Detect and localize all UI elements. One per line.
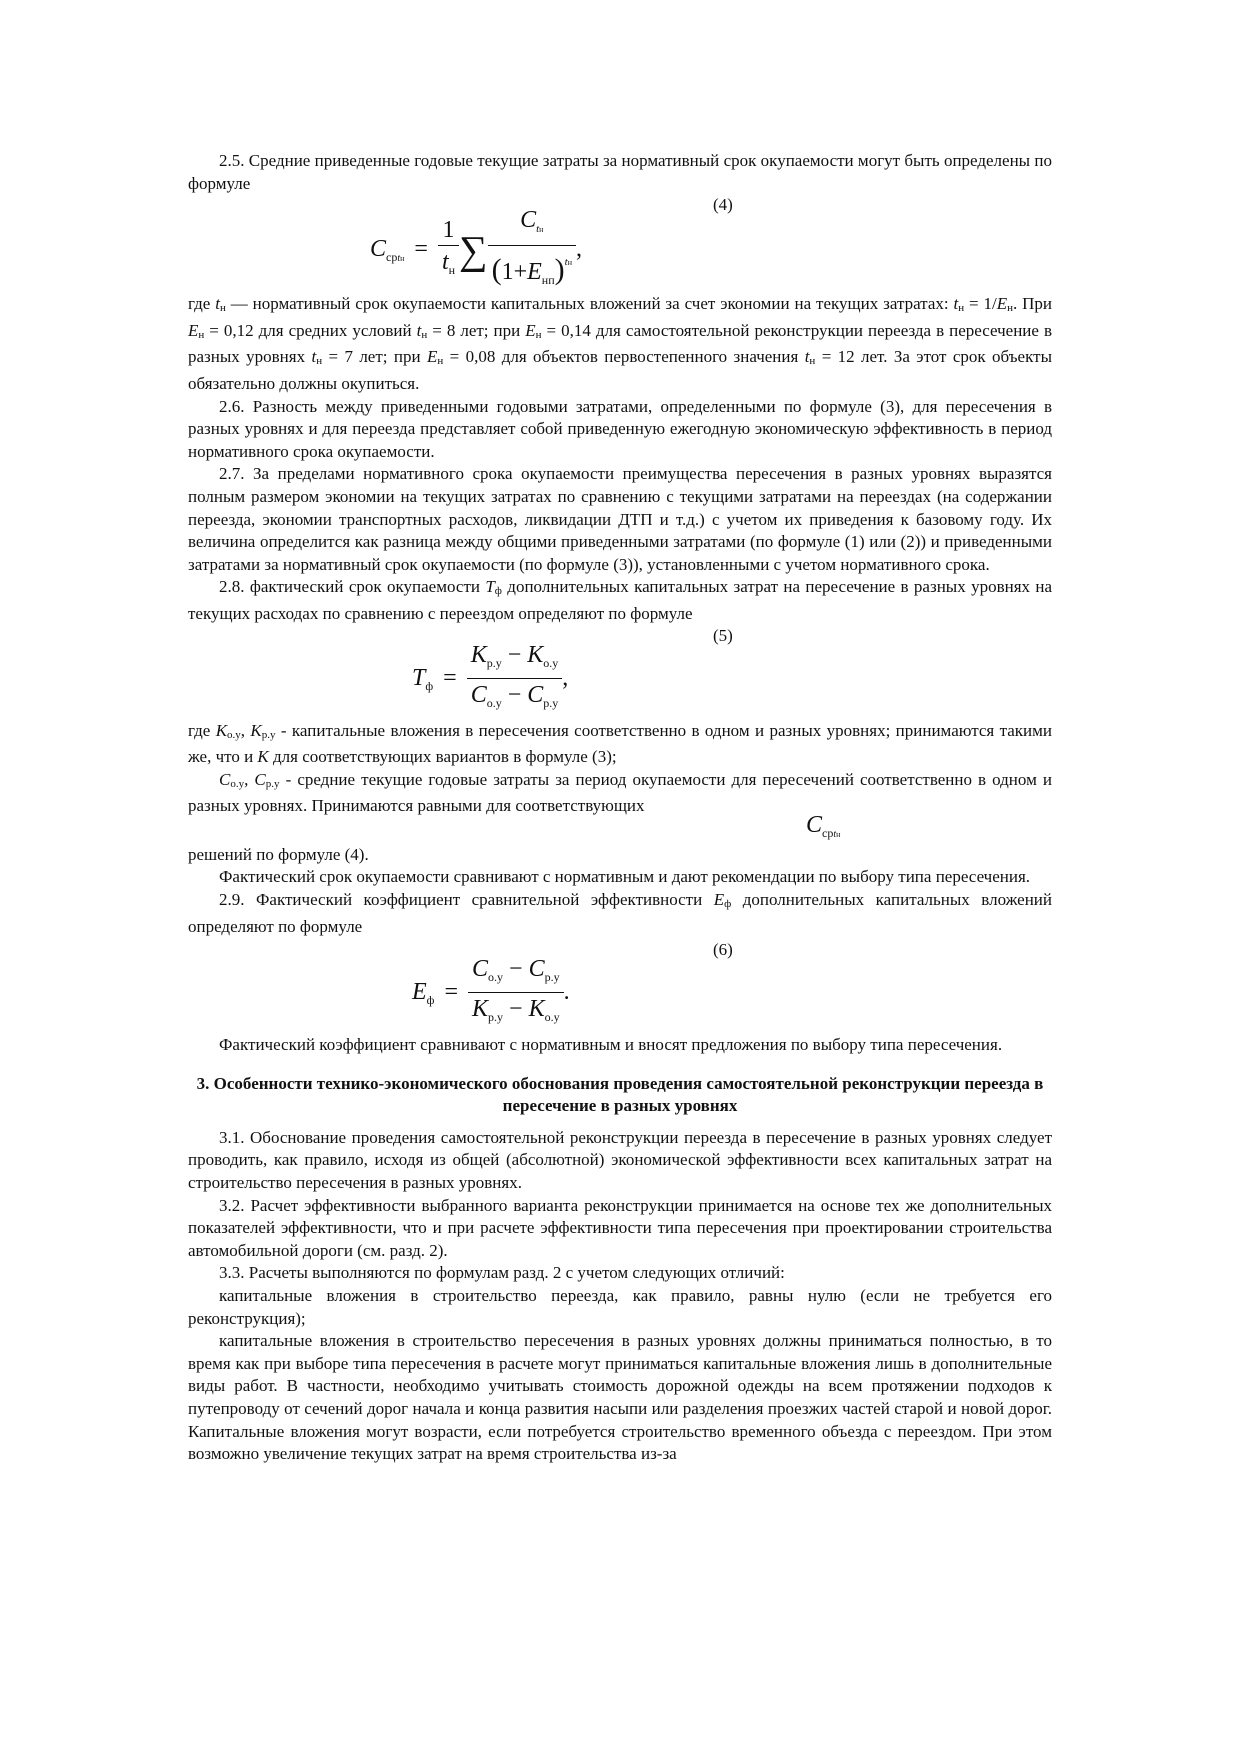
- formula-6: $E_ф$ = $\frac{C_{о.у} - C_{р.у}}{K_{р.у} - K_{о.у}}$ .: [412, 956, 570, 1025]
- paragraph-3-1: 3.1. Обоснование проведения самостоятельной реконструкции переезда в пересечение в разных уровнях следует проводить, как правило, исходя из общей (абсолютной) экономической эффективности всех капитальных затрат на строительство пересечения в разных уровнях.: [188, 1127, 1052, 1193]
- formula-6-number: (6): [713, 940, 733, 960]
- paragraph-3-3-item-2: капитальные вложения в строительство пересечения в разных уровнях должны приниматься полностью, в то время как при выборе типа пересечения в расчете могут приниматься капитальные вложения лишь в дополнительные виды работ. В частности, необходимо учитывать стоимость дорожной одежды на всем протяжении подходов к путепроводу от сечений дорог начала и конца развития насыпи или разделения проезжих частей старой и новой дорог. Капитальные вложения могут возрасти, если потребуется строительство временного объезда с переездом. При этом возможно увеличение текущих затрат на время строительства из-за: [188, 1331, 1052, 1464]
- paragraph-where-c: Cо.у, Cр.у - средние текущие годовые затраты за период окупаемости для пересечений соответственно в одном и разных уровнях. Принимаются равными для соответствующих: [188, 769, 1053, 816]
- paragraph-3-3-item-1: капитальные вложения в строительство переезда, как правило, равны нулю (если не требуется его реконструкция);: [188, 1286, 1052, 1328]
- paragraph-3-2: 3.2. Расчет эффективности выбранного варианта реконструкции принимается на основе тех же дополнительных показателей эффективности, что и при расчете эффективности типа пересечения при проектировании строительства автомобильной дороги (см. разд. 2).: [188, 1195, 1052, 1260]
- paragraph-3-3: 3.3. Расчеты выполняются по формулам разд. 2 с учетом следующих отличий:: [219, 1263, 785, 1283]
- document-page: [188, 150, 1052, 1466]
- paragraph-where-c-tail: решений по формуле (4).: [188, 844, 369, 864]
- paragraph-where-tn: где tн — нормативный срок окупаемости капитальных вложений за счет экономии на текущих затратах: tн = 1/Eн. При Eн = 0,12 для средних условий tн = 8 лет; при Eн = 0,14 для самостоятельной реконструкции переезда в пересечение в разных уровнях tн = 7 лет; при Eн = 0,08 для объектов первостепенного значения tн = 12 лет. За этот срок объекты обязательно должны окупиться.: [188, 294, 1052, 393]
- sum-symbol: ∑: [459, 227, 488, 273]
- section-3-heading: 3. Особенности технико-экономического обоснования проведения самостоятельной реконструкции переезда в пересечение в разных уровнях: [196, 1073, 1044, 1115]
- inline-formula-c-sr: $C_{срtн}$: [806, 811, 841, 840]
- paragraph-2-9: 2.9. Фактический коэффициент сравнительной эффективности Eф дополнительных капитальных вложений определяют по формуле: [188, 890, 1052, 936]
- paragraph-2-5: 2.5. Средние приведенные годовые текущие затраты за нормативный срок окупаемости могут быть определены по формуле: [188, 151, 1052, 193]
- paragraph-fact-term: Фактический срок окупаемости сравнивают с нормативным и дают рекомендации по выбору типа пересечения.: [219, 867, 1031, 887]
- paragraph-2-6: 2.6. Разность между приведенными годовыми затратами, определенными по формуле (3), для пересечения в разных уровнях и для переезда представляет собой приведенную ежегодную экономическую эффективность в период нормативного срока окупаемости.: [188, 396, 1052, 461]
- formula-4-number: (4): [713, 195, 733, 215]
- paragraph-fact-coef: Фактический коэффициент сравнивают с нормативным и вносят предложения по выбору типа пересечения.: [219, 1035, 1003, 1055]
- paragraph-2-8: 2.8. фактический срок окупаемости Tф дополнительных капитальных затрат на пересечение в разных уровнях на текущих расходах по сравнению с переездом определяют по формуле: [188, 577, 1053, 623]
- formula-5-number: (5): [713, 625, 733, 645]
- paragraph-2-7: 2.7. За пределами нормативного срока окупаемости преимущества пересечения в разных уровнях выразятся полным размером экономии на текущих затратах по сравнению с текущими затратами на переездах (на содержании переезда, экономии транспортных расходов, ликвидации ДТП и т.д.) с учетом их приведения к базовому году. Их величина определится как разница между общими приведенными затратами (по формуле (1) или (2)) и приведенными затратами за нормативный срок окупаемости (по формуле (3)), установленными с учетом нормативного срока.: [188, 464, 1052, 574]
- paragraph-where-k: где Kо.у, Kр.у - капитальные вложения в пересечения соответственно в одном и разных уровнях; принимаются такими же, что и K для соответствующих вариантов в формуле (3);: [188, 720, 1052, 767]
- formula-4: $C_{срtн}$ = $\frac{1}{t_н}$ ∑ $\frac{C_{tн}}{(1+E_{нп})^{tн}}$ ,: [370, 207, 582, 288]
- formula-5: $T_ф$ = $\frac{K_{р.у} - K_{о.у}}{C_{о.у} - C_{р.у}}$ ,: [412, 641, 569, 710]
